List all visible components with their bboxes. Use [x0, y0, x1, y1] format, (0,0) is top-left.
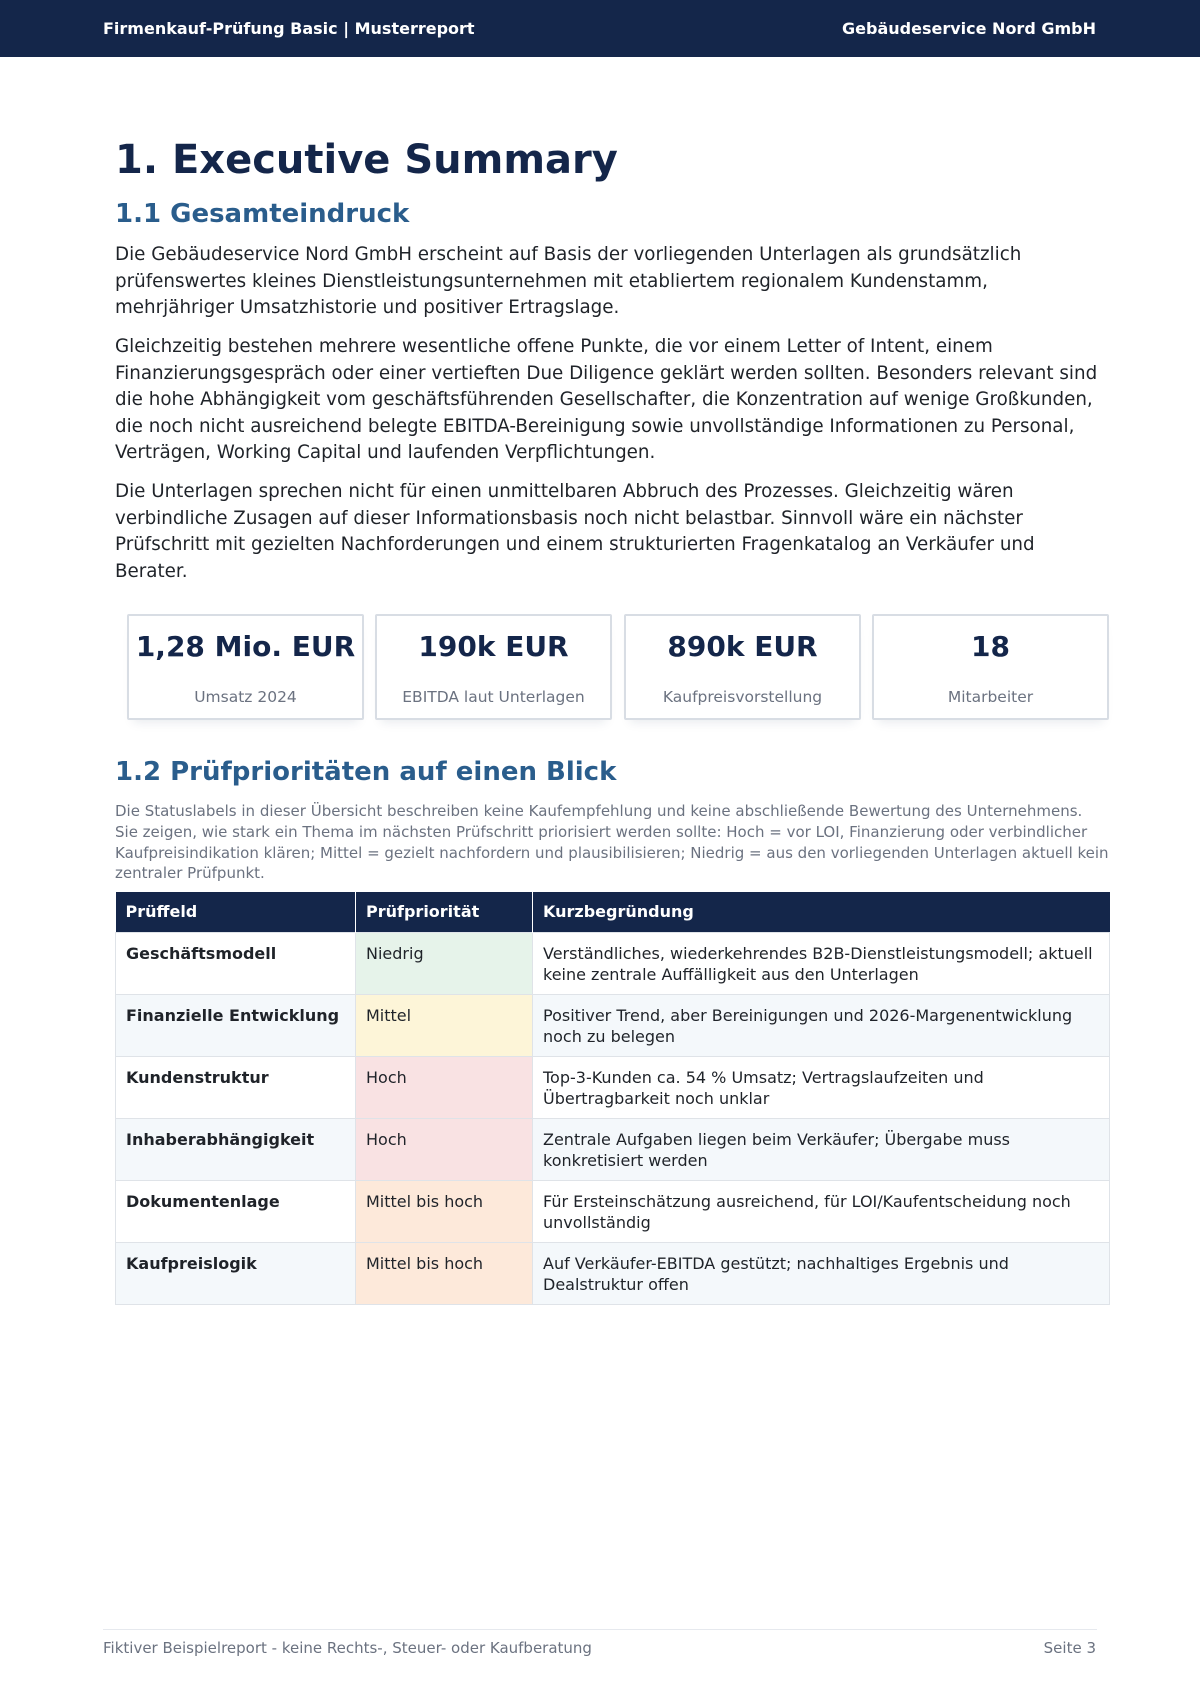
kpi-card-employees — [872, 614, 1109, 720]
paragraph: Gleichzeitig bestehen mehrere wesentliche offene Punkte, die vor einem Letter of Intent, einem Finanzierungsgespräch oder einer vertieften Due Diligence geklärt werden sollten. Besonders relevant sind die hohe Abhängigkeit vom geschäftsführenden Gesellschafter, die Konzentration auf wenige Großkunden, die noch nicht ausreichend belegte EBITDA-Bereinigung sowie unvollständige Informationen zu Personal, Verträgen, Working Capital und laufenden Verpflichtungen. — [115, 336, 1098, 463]
report-header-bar — [0, 0, 1200, 57]
kpi-label: EBITDA laut Unterlagen — [402, 688, 585, 706]
cell-field: Kundenstruktur — [116, 1056, 356, 1118]
subsection-title-overview: 1.1 Gesamteindruck — [115, 199, 410, 229]
cell-priority: Hoch — [356, 1056, 533, 1118]
column-header-reason: Kurzbegründung — [533, 892, 1110, 932]
cell-reason: Auf Verkäufer-EBITDA gestützt; nachhaltiges Ergebnis und Dealstruktur offen — [533, 1242, 1110, 1304]
kpi-row — [127, 614, 1109, 720]
kpi-value: 18 — [971, 630, 1010, 663]
cell-field: Kaufpreislogik — [116, 1242, 356, 1304]
table-row — [116, 932, 1110, 994]
subsection-title-priorities: 1.2 Prüfprioritäten auf einen Blick — [115, 757, 617, 787]
paragraph: Die Gebäudeservice Nord GmbH erscheint auf Basis der vorliegenden Unterlagen als grundsätzlich prüfenswertes kleines Dienstleistungsunternehmen mit etabliertem regionalem Kundenstamm, mehrjähriger Umsatzhistorie und positiver Ertragslage. — [115, 244, 1022, 318]
kpi-value: 1,28 Mio. EUR — [135, 630, 356, 663]
footer-divider — [103, 1629, 1097, 1630]
column-header-field: Prüffeld — [116, 892, 356, 932]
table-body — [116, 932, 1110, 1304]
kpi-card-ebitda — [375, 614, 612, 720]
cell-reason: Für Ersteinschätzung ausreichend, für LOI/Kaufentscheidung noch unvollständig — [533, 1180, 1110, 1242]
cell-priority: Niedrig — [356, 932, 533, 994]
cell-reason: Top-3-Kunden ca. 54 % Umsatz; Vertragslaufzeiten und Übertragbarkeit noch unklar — [533, 1056, 1110, 1118]
cell-priority: Mittel bis hoch — [356, 1180, 533, 1242]
report-title: Firmenkauf-Prüfung Basic | Musterreport — [103, 19, 475, 38]
page-number: Seite 3 — [1043, 1639, 1096, 1657]
cell-priority: Hoch — [356, 1118, 533, 1180]
table-row — [116, 1242, 1110, 1304]
cell-field: Geschäftsmodell — [116, 932, 356, 994]
table-header-row — [116, 892, 1110, 932]
status-label-note: Die Statuslabels in dieser Übersicht beschreiben keine Kaufempfehlung und keine abschließende Bewertung des Unternehmens. Sie zeigen, wie stark ein Thema im nächsten Prüfschritt priorisiert werden sollte: Hoch = vor LOI, Finanzierung oder verbindlicher Kaufpreisindikation klären; Mittel = gezielt nachfordern und plausibilisieren; Niedrig = aus den vorliegenden Unterlagen aktuell kein zentraler Prüfpunkt. — [115, 802, 1109, 883]
table-row — [116, 1180, 1110, 1242]
cell-priority: Mittel bis hoch — [356, 1242, 533, 1304]
kpi-label: Mitarbeiter — [947, 688, 1034, 706]
cell-reason: Verständliches, wiederkehrendes B2B-Dienstleistungsmodell; aktuell keine zentrale Auffälligkeit aus den Unterlagen — [533, 932, 1110, 994]
paragraph: Die Unterlagen sprechen nicht für einen unmittelbaren Abbruch des Prozesses. Gleichzeitig wären verbindliche Zusagen auf dieser Informationsbasis noch nicht belastbar. Sinnvoll wäre ein nächster Prüfschritt mit gezielten Nachforderungen und einem strukturierten Fragenkatalog an Verkäufer und Berater. — [115, 481, 1035, 582]
kpi-card-revenue — [127, 614, 364, 720]
company-name: Gebäudeservice Nord GmbH — [842, 19, 1096, 38]
cell-reason: Positiver Trend, aber Bereinigungen und 2026-Margenentwicklung noch zu belegen — [533, 994, 1110, 1056]
section-title: 1. Executive Summary — [115, 137, 618, 183]
cell-reason: Zentrale Aufgaben liegen beim Verkäufer; Übergabe muss konkretisiert werden — [533, 1118, 1110, 1180]
column-header-priority: Prüfpriorität — [356, 892, 533, 932]
priority-table — [115, 892, 1110, 1305]
kpi-value: 190k EUR — [418, 630, 569, 663]
kpi-card-purchase-price — [624, 614, 861, 720]
footer-disclaimer: Fiktiver Beispielreport - keine Rechts-, Steuer- oder Kaufberatung — [103, 1639, 592, 1657]
kpi-label: Kaufpreisvorstellung — [662, 688, 823, 706]
kpi-label: Umsatz 2024 — [194, 688, 297, 706]
cell-priority: Mittel — [356, 994, 533, 1056]
table-row — [116, 1056, 1110, 1118]
table-row — [116, 1118, 1110, 1180]
cell-field: Dokumentenlage — [116, 1180, 356, 1242]
kpi-value: 890k EUR — [667, 630, 818, 663]
cell-field: Finanzielle Entwicklung — [116, 994, 356, 1056]
table-row — [116, 994, 1110, 1056]
cell-field: Inhaberabhängigkeit — [116, 1118, 356, 1180]
